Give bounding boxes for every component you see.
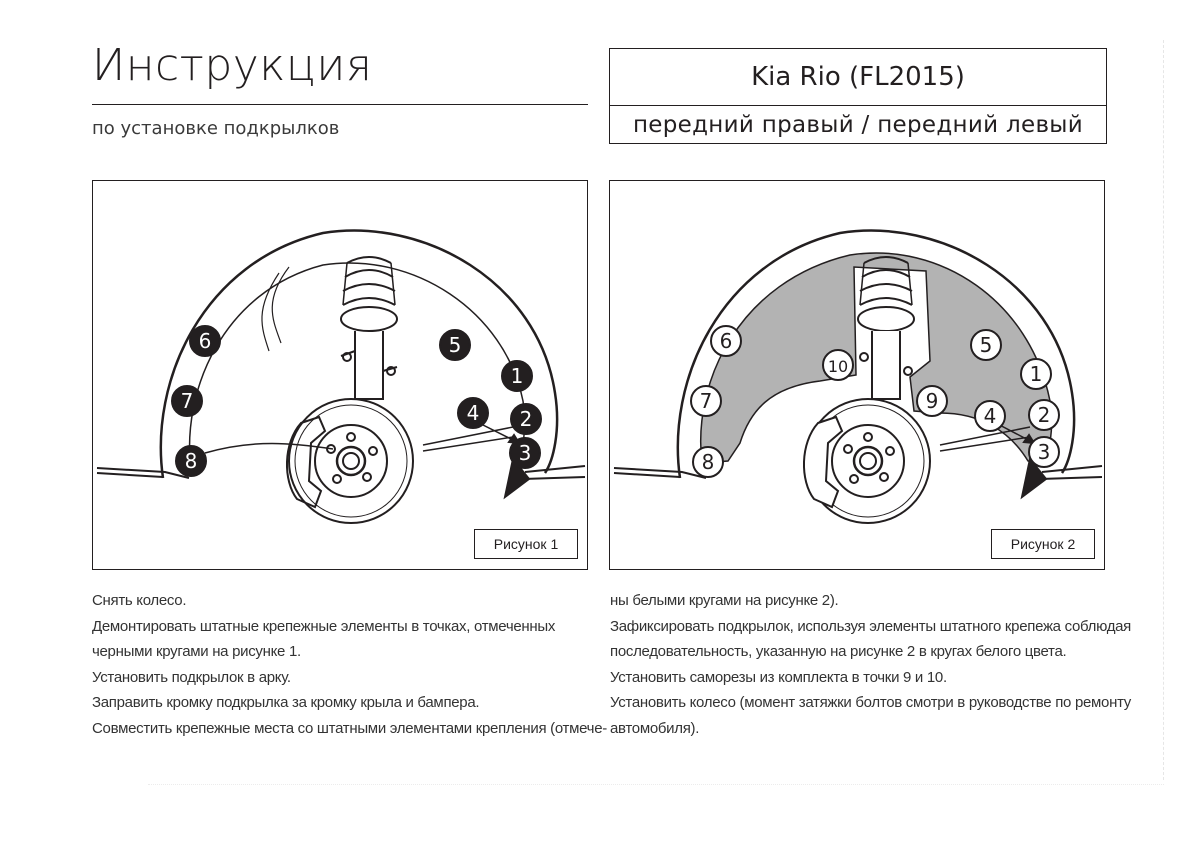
instruction-line: Установить колесо (момент затяжки болтов смотри в руководстве по ремонту (610, 694, 1132, 711)
page-edge-divider (1163, 40, 1164, 780)
instructions-right (610, 588, 1132, 741)
instruction-line: Установить саморезы из комплекта в точки 9 и 10. (610, 668, 947, 686)
wheel-arch-diagram-2 (610, 181, 1104, 569)
figure-2-caption: Рисунок 2 (991, 529, 1095, 559)
fastener-marker-label: 10 (827, 357, 849, 376)
fastener-marker-label: 4 (466, 401, 480, 425)
fastener-marker-label: 7 (180, 389, 194, 413)
instruction-line: последовательность, указанную на рисунке 2 в кругах белого цвета. (610, 643, 1067, 660)
fastener-marker-label: 6 (198, 329, 212, 353)
fastener-marker-label: 4 (983, 404, 997, 428)
fastener-marker-label: 9 (925, 389, 939, 413)
fastener-marker-label: 3 (1037, 440, 1051, 464)
figure-1-caption: Рисунок 1 (474, 529, 578, 559)
fastener-marker-label: 6 (719, 329, 733, 353)
wheel-arch-diagram-1 (93, 181, 587, 569)
instruction-line: Снять колесо. (92, 592, 187, 609)
instruction-line: Заправить кромку подкрылка за кромку крыла и бампера. (92, 694, 480, 711)
fastener-marker-label: 1 (510, 364, 524, 388)
instruction-line: Зафиксировать подкрылок, используя элементы штатного крепежа соблюдая (610, 617, 1132, 635)
instruction-line: автомобиля). (610, 719, 700, 737)
page-bottom-divider (148, 784, 1164, 785)
fastener-marker-label: 5 (448, 333, 462, 357)
instruction-line: ны белыми кругами на рисунке 2). (610, 592, 839, 609)
figure-2 (609, 180, 1105, 570)
fastener-marker-label: 7 (699, 389, 713, 413)
instruction-line: Установить подкрылок в арку. (92, 668, 291, 686)
model-name: Kia Rio (FL2015) (610, 49, 1106, 106)
instruction-line: Демонтировать штатные крепежные элементы в точках, отмеченных (92, 617, 556, 635)
fastener-marker-label: 1 (1029, 362, 1043, 386)
instruction-line: Совместить крепежные места со штатными элементами крепления (отмече- (92, 719, 607, 737)
model-side: передний правый / передний левый (632, 111, 1084, 138)
page-title: Инструкция (92, 40, 373, 91)
fastener-marker-label: 2 (1037, 403, 1051, 427)
instructions-left (92, 588, 607, 741)
figure-1 (92, 180, 588, 570)
title-divider (92, 104, 588, 105)
fastener-marker-label: 8 (701, 450, 715, 474)
fastener-marker-label: 8 (184, 449, 198, 473)
fastener-marker-label: 3 (518, 441, 532, 465)
fastener-marker-label: 5 (979, 333, 993, 357)
fastener-marker-label: 2 (519, 407, 533, 431)
page-subtitle: по установке подкрылков (92, 118, 340, 139)
model-info-box (609, 48, 1107, 144)
instruction-line: черными кругами на рисунке 1. (92, 643, 301, 660)
